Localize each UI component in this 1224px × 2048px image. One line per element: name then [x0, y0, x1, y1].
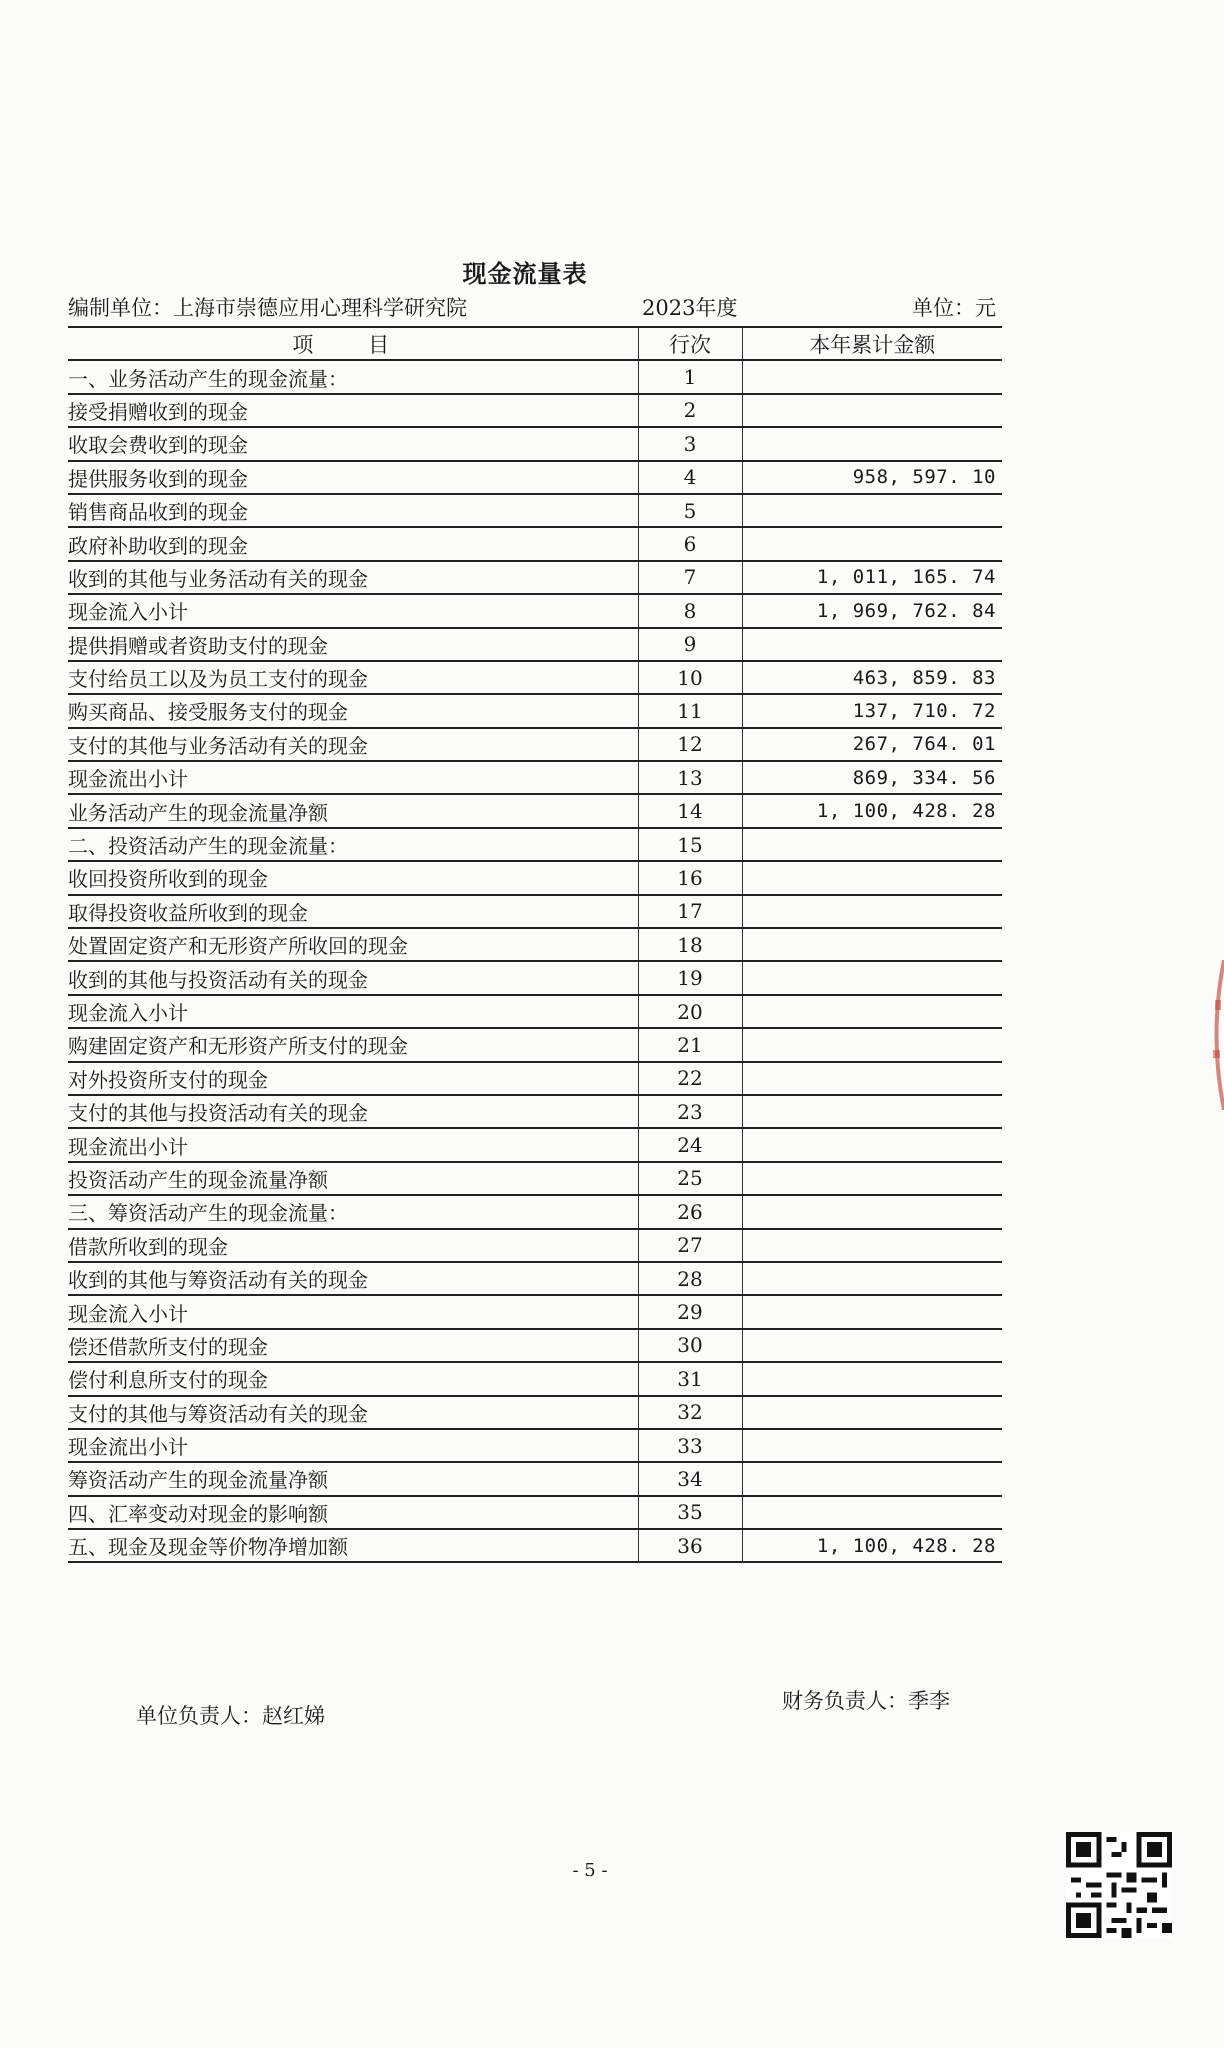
row-number: 24 [638, 1128, 742, 1161]
row-amount [742, 961, 1002, 994]
row-number: 9 [638, 628, 742, 661]
row-number: 3 [638, 427, 742, 460]
row-number: 35 [638, 1496, 742, 1529]
row-item-label: 购建固定资产和无形资产所支付的现金 [68, 1028, 638, 1061]
table-row [68, 828, 1002, 861]
row-amount [742, 1062, 1002, 1095]
row-item-label: 提供服务收到的现金 [68, 461, 638, 494]
table-row [68, 1396, 1002, 1429]
row-item-label: 收取会费收到的现金 [68, 427, 638, 460]
table-row [68, 1496, 1002, 1529]
row-amount [742, 1295, 1002, 1328]
row-item-label: 销售商品收到的现金 [68, 494, 638, 527]
row-number: 8 [638, 594, 742, 627]
table-row [68, 1329, 1002, 1362]
row-item-label: 五、现金及现金等价物净增加额 [68, 1529, 638, 1562]
report-meta [68, 292, 996, 324]
qr-code-icon [1066, 1832, 1172, 1938]
row-number: 14 [638, 794, 742, 827]
table-row [68, 461, 1002, 494]
row-item-label: 支付的其他与投资活动有关的现金 [68, 1095, 638, 1128]
row-item-label: 投资活动产生的现金流量净额 [68, 1162, 638, 1195]
table-row [68, 394, 1002, 427]
table-row [68, 561, 1002, 594]
row-number: 25 [638, 1162, 742, 1195]
row-amount [742, 427, 1002, 460]
header-amount: 本年累计金额 [742, 327, 1002, 360]
row-amount: 958, 597. 10 [742, 461, 1002, 494]
row-amount: 1, 011, 165. 74 [742, 561, 1002, 594]
table-row [68, 427, 1002, 460]
row-amount: 869, 334. 56 [742, 761, 1002, 794]
row-item-label: 接受捐赠收到的现金 [68, 394, 638, 427]
row-amount: 1, 969, 762. 84 [742, 594, 1002, 627]
row-item-label: 提供捐赠或者资助支付的现金 [68, 628, 638, 661]
row-amount [742, 1362, 1002, 1395]
row-amount [742, 828, 1002, 861]
row-item-label: 现金流入小计 [68, 594, 638, 627]
table-header-row [68, 327, 1002, 360]
row-item-label: 收回投资所收到的现金 [68, 861, 638, 894]
row-amount [742, 995, 1002, 1028]
table-row [68, 1529, 1002, 1562]
table-row [68, 360, 1002, 393]
row-amount [742, 1095, 1002, 1128]
row-amount: 463, 859. 83 [742, 661, 1002, 694]
table-row [68, 661, 1002, 694]
row-number: 22 [638, 1062, 742, 1095]
row-amount [742, 1162, 1002, 1195]
row-amount [742, 1329, 1002, 1362]
row-amount [742, 1496, 1002, 1529]
row-item-label: 现金流出小计 [68, 1429, 638, 1462]
row-item-label: 现金流入小计 [68, 995, 638, 1028]
table-row [68, 1195, 1002, 1228]
row-amount [742, 1262, 1002, 1295]
row-number: 17 [638, 895, 742, 928]
finance-head-signature: 财务负责人：季李 [782, 1689, 950, 1713]
report-year: 2023年度 [642, 296, 738, 320]
row-number: 1 [638, 360, 742, 393]
row-item-label: 取得投资收益所收到的现金 [68, 895, 638, 928]
row-item-label: 购买商品、接受服务支付的现金 [68, 694, 638, 727]
row-amount: 1, 100, 428. 28 [742, 794, 1002, 827]
table-row [68, 995, 1002, 1028]
table-row [68, 1229, 1002, 1262]
row-amount [742, 394, 1002, 427]
row-number: 18 [638, 928, 742, 961]
row-number: 12 [638, 728, 742, 761]
table-row [68, 895, 1002, 928]
row-amount [742, 494, 1002, 527]
row-item-label: 三、筹资活动产生的现金流量： [68, 1195, 638, 1228]
row-item-label: 现金流出小计 [68, 1128, 638, 1161]
row-number: 10 [638, 661, 742, 694]
row-amount [742, 1396, 1002, 1429]
row-number: 5 [638, 494, 742, 527]
row-item-label: 借款所收到的现金 [68, 1229, 638, 1262]
row-item-label: 支付给员工以及为员工支付的现金 [68, 661, 638, 694]
red-seal-edge [1205, 960, 1224, 1110]
table-body [68, 360, 1002, 1562]
row-number: 29 [638, 1295, 742, 1328]
row-amount [742, 1128, 1002, 1161]
row-amount: 1, 100, 428. 28 [742, 1529, 1002, 1562]
row-number: 34 [638, 1462, 742, 1495]
row-number: 15 [638, 828, 742, 861]
row-amount [742, 1195, 1002, 1228]
table-row [68, 961, 1002, 994]
row-item-label: 二、投资活动产生的现金流量： [68, 828, 638, 861]
table-row [68, 794, 1002, 827]
row-amount [742, 527, 1002, 560]
row-amount [742, 895, 1002, 928]
header-item: 项 目 [68, 327, 638, 360]
table-row [68, 1028, 1002, 1061]
table-row [68, 1295, 1002, 1328]
row-amount [742, 628, 1002, 661]
row-number: 7 [638, 561, 742, 594]
header-row-no: 行次 [638, 327, 742, 360]
table-row [68, 628, 1002, 661]
table-row [68, 494, 1002, 527]
row-item-label: 现金流出小计 [68, 761, 638, 794]
row-amount [742, 861, 1002, 894]
row-item-label: 支付的其他与筹资活动有关的现金 [68, 1396, 638, 1429]
row-amount [742, 1229, 1002, 1262]
row-amount [742, 1462, 1002, 1495]
table-row [68, 694, 1002, 727]
row-item-label: 业务活动产生的现金流量净额 [68, 794, 638, 827]
row-item-label: 政府补助收到的现金 [68, 527, 638, 560]
row-amount [742, 1028, 1002, 1061]
row-item-label: 偿付利息所支付的现金 [68, 1362, 638, 1395]
row-item-label: 现金流入小计 [68, 1295, 638, 1328]
row-item-label: 收到的其他与业务活动有关的现金 [68, 561, 638, 594]
row-number: 16 [638, 861, 742, 894]
row-item-label: 收到的其他与投资活动有关的现金 [68, 961, 638, 994]
table-row [68, 1462, 1002, 1495]
table-row [68, 861, 1002, 894]
currency-unit: 单位：元 [912, 296, 996, 320]
unit-head-signature: 单位负责人：赵红娣 [136, 1704, 325, 1728]
row-amount [742, 928, 1002, 961]
row-amount: 267, 764. 01 [742, 728, 1002, 761]
row-number: 11 [638, 694, 742, 727]
row-number: 13 [638, 761, 742, 794]
row-item-label: 一、业务活动产生的现金流量： [68, 360, 638, 393]
table-row [68, 527, 1002, 560]
row-item-label: 对外投资所支付的现金 [68, 1062, 638, 1095]
table-row [68, 1162, 1002, 1195]
row-number: 23 [638, 1095, 742, 1128]
table-row [68, 594, 1002, 627]
table-row [68, 1062, 1002, 1095]
cash-flow-table [68, 326, 1002, 1563]
row-amount: 137, 710. 72 [742, 694, 1002, 727]
row-number: 33 [638, 1429, 742, 1462]
row-number: 6 [638, 527, 742, 560]
row-number: 32 [638, 1396, 742, 1429]
table-row [68, 1262, 1002, 1295]
page-title: 现金流量表 [462, 259, 588, 288]
row-number: 30 [638, 1329, 742, 1362]
row-number: 31 [638, 1362, 742, 1395]
table-row [68, 728, 1002, 761]
row-number: 4 [638, 461, 742, 494]
table-row [68, 761, 1002, 794]
page-number: - 5 - [572, 1860, 608, 1881]
row-number: 28 [638, 1262, 742, 1295]
row-item-label: 偿还借款所支付的现金 [68, 1329, 638, 1362]
row-number: 20 [638, 995, 742, 1028]
row-item-label: 收到的其他与筹资活动有关的现金 [68, 1262, 638, 1295]
row-number: 2 [638, 394, 742, 427]
table-row [68, 1128, 1002, 1161]
preparing-unit: 编制单位：上海市崇德应用心理科学研究院 [68, 296, 467, 320]
row-item-label: 处置固定资产和无形资产所收回的现金 [68, 928, 638, 961]
row-item-label: 四、汇率变动对现金的影响额 [68, 1496, 638, 1529]
row-number: 21 [638, 1028, 742, 1061]
row-number: 26 [638, 1195, 742, 1228]
row-number: 27 [638, 1229, 742, 1262]
row-amount [742, 1429, 1002, 1462]
row-amount [742, 360, 1002, 393]
table-row [68, 1362, 1002, 1395]
table-row [68, 1095, 1002, 1128]
row-number: 36 [638, 1529, 742, 1562]
table-row [68, 1429, 1002, 1462]
row-item-label: 筹资活动产生的现金流量净额 [68, 1462, 638, 1495]
row-number: 19 [638, 961, 742, 994]
table-row [68, 928, 1002, 961]
row-item-label: 支付的其他与业务活动有关的现金 [68, 728, 638, 761]
